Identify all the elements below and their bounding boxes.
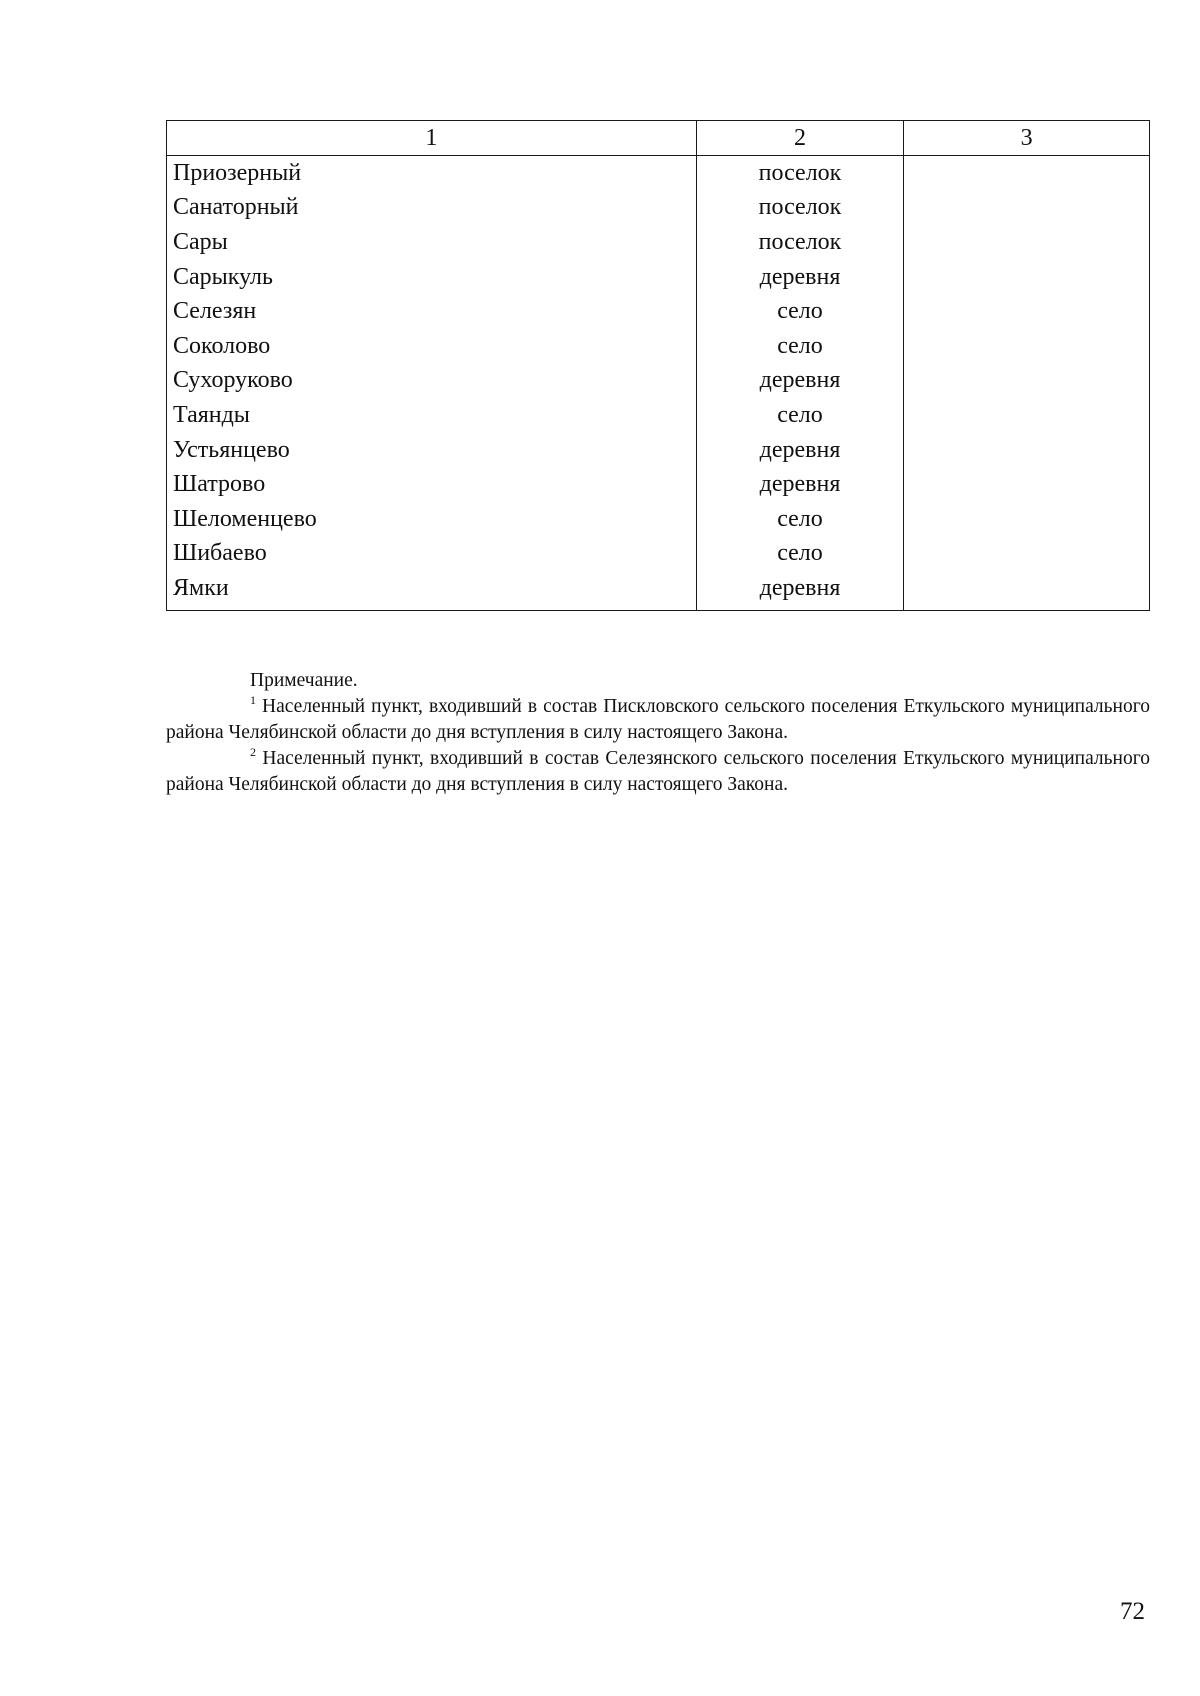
footnote-2 <box>166 746 1150 798</box>
settlement-note-cell <box>904 537 1150 572</box>
table-row <box>167 502 1150 537</box>
table-row <box>167 294 1150 329</box>
settlement-name-cell: Приозерный <box>167 156 697 191</box>
settlement-name-cell: Ямки <box>167 571 697 610</box>
settlement-name-cell: Санаторный <box>167 191 697 226</box>
column-header-1: 1 <box>167 121 697 156</box>
table-row <box>167 433 1150 468</box>
settlement-note-cell <box>904 329 1150 364</box>
settlement-type-cell: поселок <box>696 225 903 260</box>
settlement-type-cell: село <box>696 294 903 329</box>
footnote-marker-1: 1 <box>250 693 256 707</box>
settlements-table <box>166 120 1150 611</box>
settlement-name-cell: Шеломенцево <box>167 502 697 537</box>
settlement-type-cell: деревня <box>696 260 903 295</box>
settlement-note-cell <box>904 156 1150 191</box>
settlement-name-cell: Сары <box>167 225 697 260</box>
settlement-note-cell <box>904 502 1150 537</box>
settlement-name-cell: Сарыкуль <box>167 260 697 295</box>
settlement-type-cell: деревня <box>696 364 903 399</box>
settlement-name-cell: Соколово <box>167 329 697 364</box>
settlement-type-cell: деревня <box>696 467 903 502</box>
settlement-type-cell: село <box>696 537 903 572</box>
settlement-note-cell <box>904 433 1150 468</box>
settlement-name-cell: Таянды <box>167 398 697 433</box>
settlement-name-cell: Селезян <box>167 294 697 329</box>
table-row <box>167 260 1150 295</box>
table-row <box>167 191 1150 226</box>
table-row <box>167 467 1150 502</box>
settlement-note-cell <box>904 571 1150 610</box>
settlement-type-cell: деревня <box>696 571 903 610</box>
notes-section <box>166 668 1150 798</box>
table-row <box>167 156 1150 191</box>
settlement-note-cell <box>904 364 1150 399</box>
settlement-type-cell: поселок <box>696 156 903 191</box>
settlement-name-cell: Шибаево <box>167 537 697 572</box>
table-header-row <box>167 121 1150 156</box>
settlement-type-cell: село <box>696 398 903 433</box>
settlement-note-cell <box>904 191 1150 226</box>
settlement-name-cell: Шатрово <box>167 467 697 502</box>
table-row <box>167 398 1150 433</box>
settlement-note-cell <box>904 398 1150 433</box>
page-number: 72 <box>1120 1598 1145 1625</box>
table-row <box>167 537 1150 572</box>
settlement-note-cell <box>904 294 1150 329</box>
settlement-note-cell <box>904 225 1150 260</box>
settlement-type-cell: поселок <box>696 191 903 226</box>
table-row <box>167 364 1150 399</box>
table-header <box>167 121 1150 156</box>
footnote-text-1: Населенный пункт, входивший в состав Пискловского сельского поселения Еткульского муниципального района Челябинской области до дня вступления в силу настоящего Закона. <box>166 696 1150 743</box>
footnote-marker-2: 2 <box>250 745 256 759</box>
footnote-1 <box>166 694 1150 746</box>
settlement-note-cell <box>904 467 1150 502</box>
table-body <box>167 156 1150 611</box>
column-header-2: 2 <box>696 121 903 156</box>
settlement-name-cell: Сухоруково <box>167 364 697 399</box>
notes-heading: Примечание. <box>250 670 358 691</box>
settlement-name-cell: Устьянцево <box>167 433 697 468</box>
settlement-type-cell: село <box>696 329 903 364</box>
table-row <box>167 225 1150 260</box>
table-row <box>167 571 1150 610</box>
footnote-text-2: Населенный пункт, входивший в состав Селезянского сельского поселения Еткульского муниципального района Челябинской области до дня вступления в силу настоящего Закона. <box>166 748 1150 795</box>
column-header-3: 3 <box>904 121 1150 156</box>
settlement-type-cell: село <box>696 502 903 537</box>
settlement-type-cell: деревня <box>696 433 903 468</box>
table-row <box>167 329 1150 364</box>
settlement-note-cell <box>904 260 1150 295</box>
